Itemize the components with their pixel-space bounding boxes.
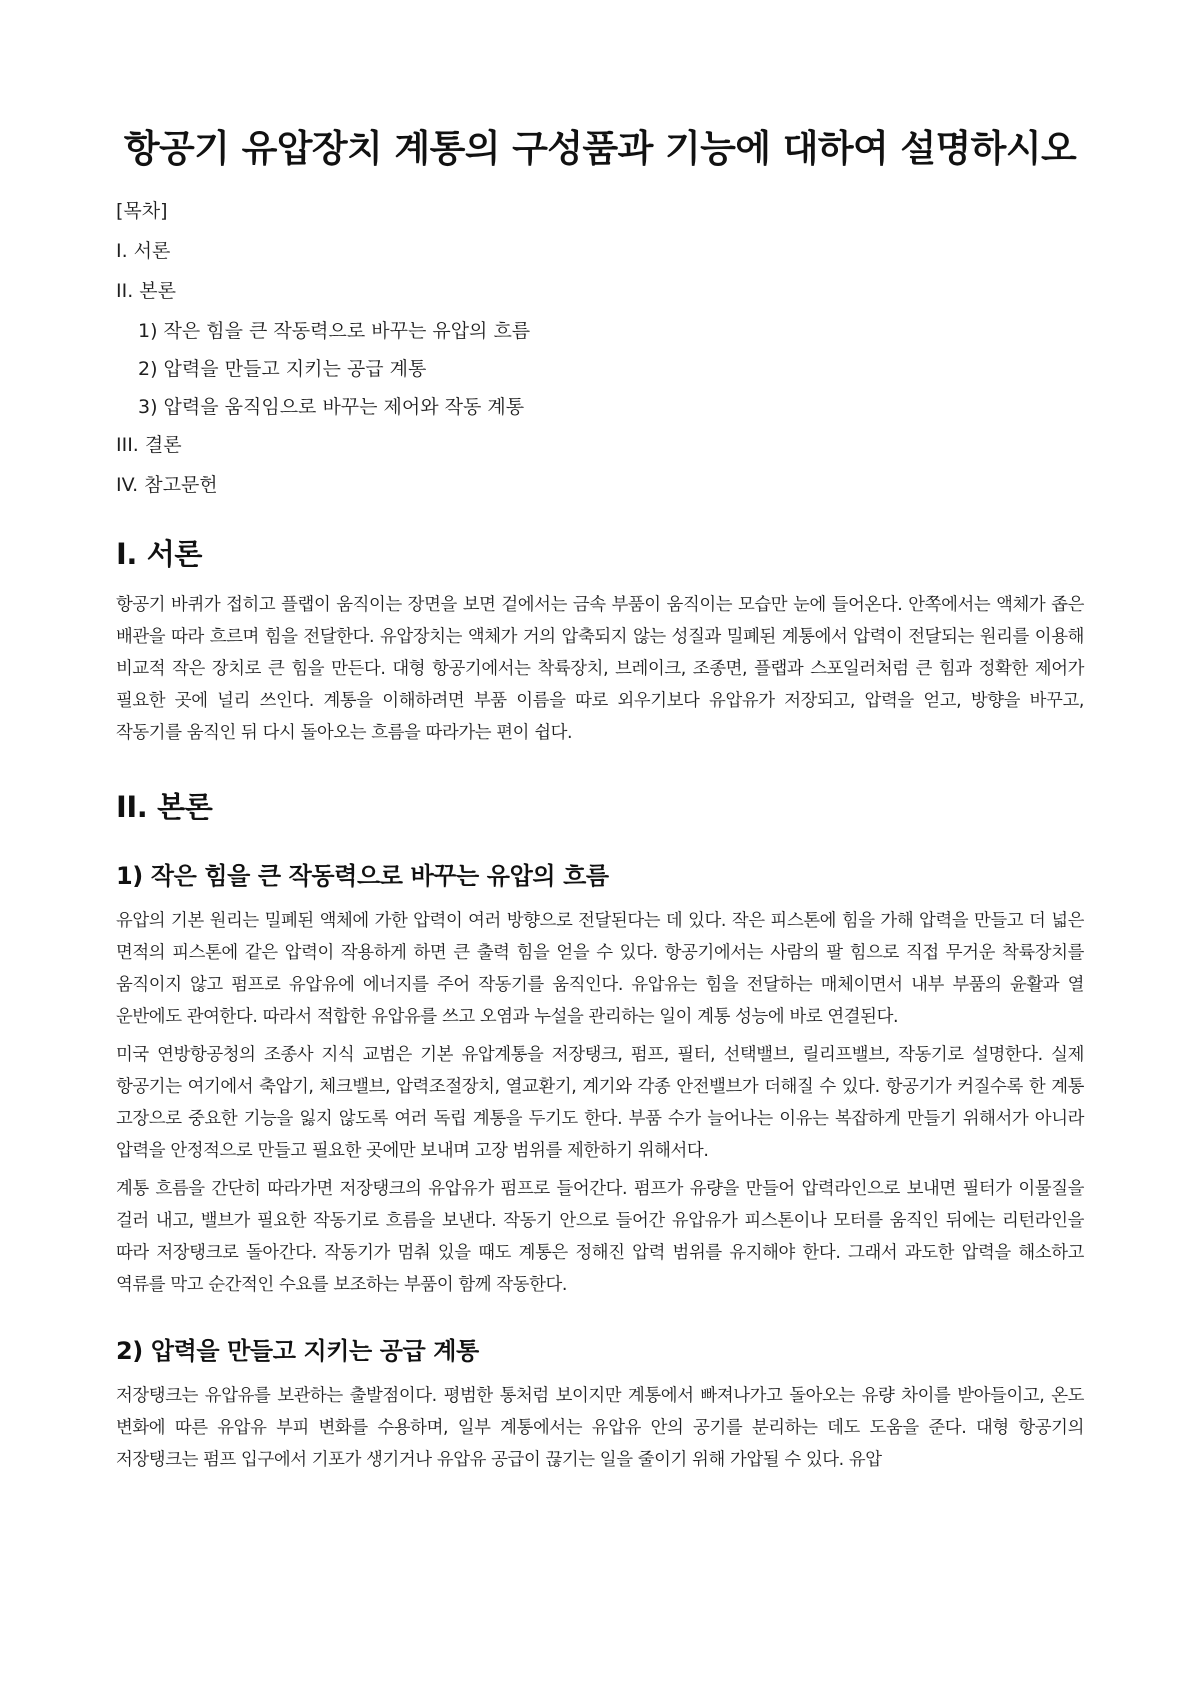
toc-item-body-sub2: 2) 압력을 만들고 지키는 공급 계통 [138, 358, 427, 380]
sub1-paragraph-2: 미국 연방항공청의 조종사 지식 교범은 기본 유압계통을 저장탱크, 펌프, 필터, 선택밸브, 릴리프밸브, 작동기로 설명한다. 실제 항공기는 여기에서 축압기, 체크밸브, 압력조절장치, 열교환기, 계기와 각종 안전밸브가 더해질 수 있다. 항공기가 커질수록 한 계통 고장으로 중요한 기능을 잃지 않도록 여러 독립 계통을 두기도 한다. 부품 수가 늘어나는 이유는 복잡하게 만들기 위해서가 아니라 압력을 안정적으로 만들고 필요한 곳에만 보내며 고장 범위를 제한하기 위해서다. [116, 1045, 1084, 1161]
toc-item-body-sub1: 1) 작은 힘을 큰 작동력으로 바꾸는 유압의 흐름 [138, 320, 531, 342]
subsection-heading-1: 1) 작은 힘을 큰 작동력으로 바꾸는 유압의 흐름 [116, 862, 609, 890]
subsection-heading-2: 2) 압력을 만들고 지키는 공급 계통 [116, 1337, 479, 1365]
toc-item-references: IV. 참고문헌 [116, 474, 218, 496]
toc-item-body: II. 본론 [116, 280, 176, 302]
section-heading-body: II. 본론 [116, 790, 213, 824]
sub2-paragraph-1: 저장탱크는 유압유를 보관하는 출발점이다. 평범한 통처럼 보이지만 계통에서 빠져나가고 돌아오는 유량 차이를 받아들이고, 온도 변화에 따른 유압유 부피 변화를 수용하며, 일부 계통에서는 유압유 안의 공기를 분리하는 데도 도움을 준다. 대형 항공기의 저장탱크는 펌프 입구에서 기포가 생기거나 유압유 공급이 끊기는 일을 줄이기 위해 가압될 수 있다. 유압 [116, 1386, 1084, 1470]
document-title: 항공기 유압장치 계통의 구성품과 기능에 대하여 설명하시오 [123, 127, 1077, 170]
section-heading-intro: I. 서론 [116, 537, 202, 571]
toc-item-body-sub3: 3) 압력을 움직임으로 바꾸는 제어와 작동 계통 [138, 396, 525, 418]
sub1-paragraph-3: 계통 흐름을 간단히 따라가면 저장탱크의 유압유가 펌프로 들어간다. 펌프가 유량을 만들어 압력라인으로 보내면 필터가 이물질을 걸러 내고, 밸브가 필요한 작동기로 흐름을 보낸다. 작동기 안으로 들어간 유압유가 피스톤이나 모터를 움직인 뒤에는 리턴라인을 따라 저장탱크로 돌아간다. 작동기가 멈춰 있을 때도 계통은 정해진 압력 범위를 유지해야 한다. 그래서 과도한 압력을 해소하고 역류를 막고 순간적인 수요를 보조하는 부품이 함께 작동한다. [116, 1179, 1084, 1295]
intro-paragraph: 항공기 바퀴가 접히고 플랩이 움직이는 장면을 보면 겉에서는 금속 부품이 움직이는 모습만 눈에 들어온다. 안쪽에서는 액체가 좁은 배관을 따라 흐르며 힘을 전달한다. 유압장치는 액체가 거의 압축되지 않는 성질과 밀폐된 계통에서 압력이 전달되는 원리를 이용해 비교적 작은 장치로 큰 힘을 만든다. 대형 항공기에서는 착륙장치, 브레이크, 조종면, 플랩과 스포일러처럼 큰 힘과 정확한 제어가 필요한 곳에 널리 쓰인다. 계통을 이해하려면 부품 이름을 따로 외우기보다 유압유가 저장되고, 압력을 얻고, 방향을 바꾸고, 작동기를 움직인 뒤 다시 돌아오는 흐름을 따라가는 편이 쉽다. [116, 595, 1084, 743]
toc-item-conclusion: III. 결론 [116, 434, 182, 456]
table-of-contents [116, 200, 1084, 496]
sub1-paragraph-1: 유압의 기본 원리는 밀폐된 액체에 가한 압력이 여러 방향으로 전달된다는 데 있다. 작은 피스톤에 힘을 가해 압력을 만들고 더 넓은 면적의 피스톤에 같은 압력이 작용하게 하면 큰 출력 힘을 얻을 수 있다. 항공기에서는 사람의 팔 힘으로 직접 무거운 착륙장치를 움직이지 않고 펌프로 유압유에 에너지를 주어 작동기를 움직인다. 유압유는 힘을 전달하는 매체이면서 내부 부품의 윤활과 열 운반에도 관여한다. 따라서 적합한 유압유를 쓰고 오염과 누설을 관리하는 일이 계통 성능에 바로 연결된다. [116, 911, 1084, 1027]
toc-item-intro: I. 서론 [116, 240, 171, 262]
toc-label: [목차] [116, 200, 168, 222]
